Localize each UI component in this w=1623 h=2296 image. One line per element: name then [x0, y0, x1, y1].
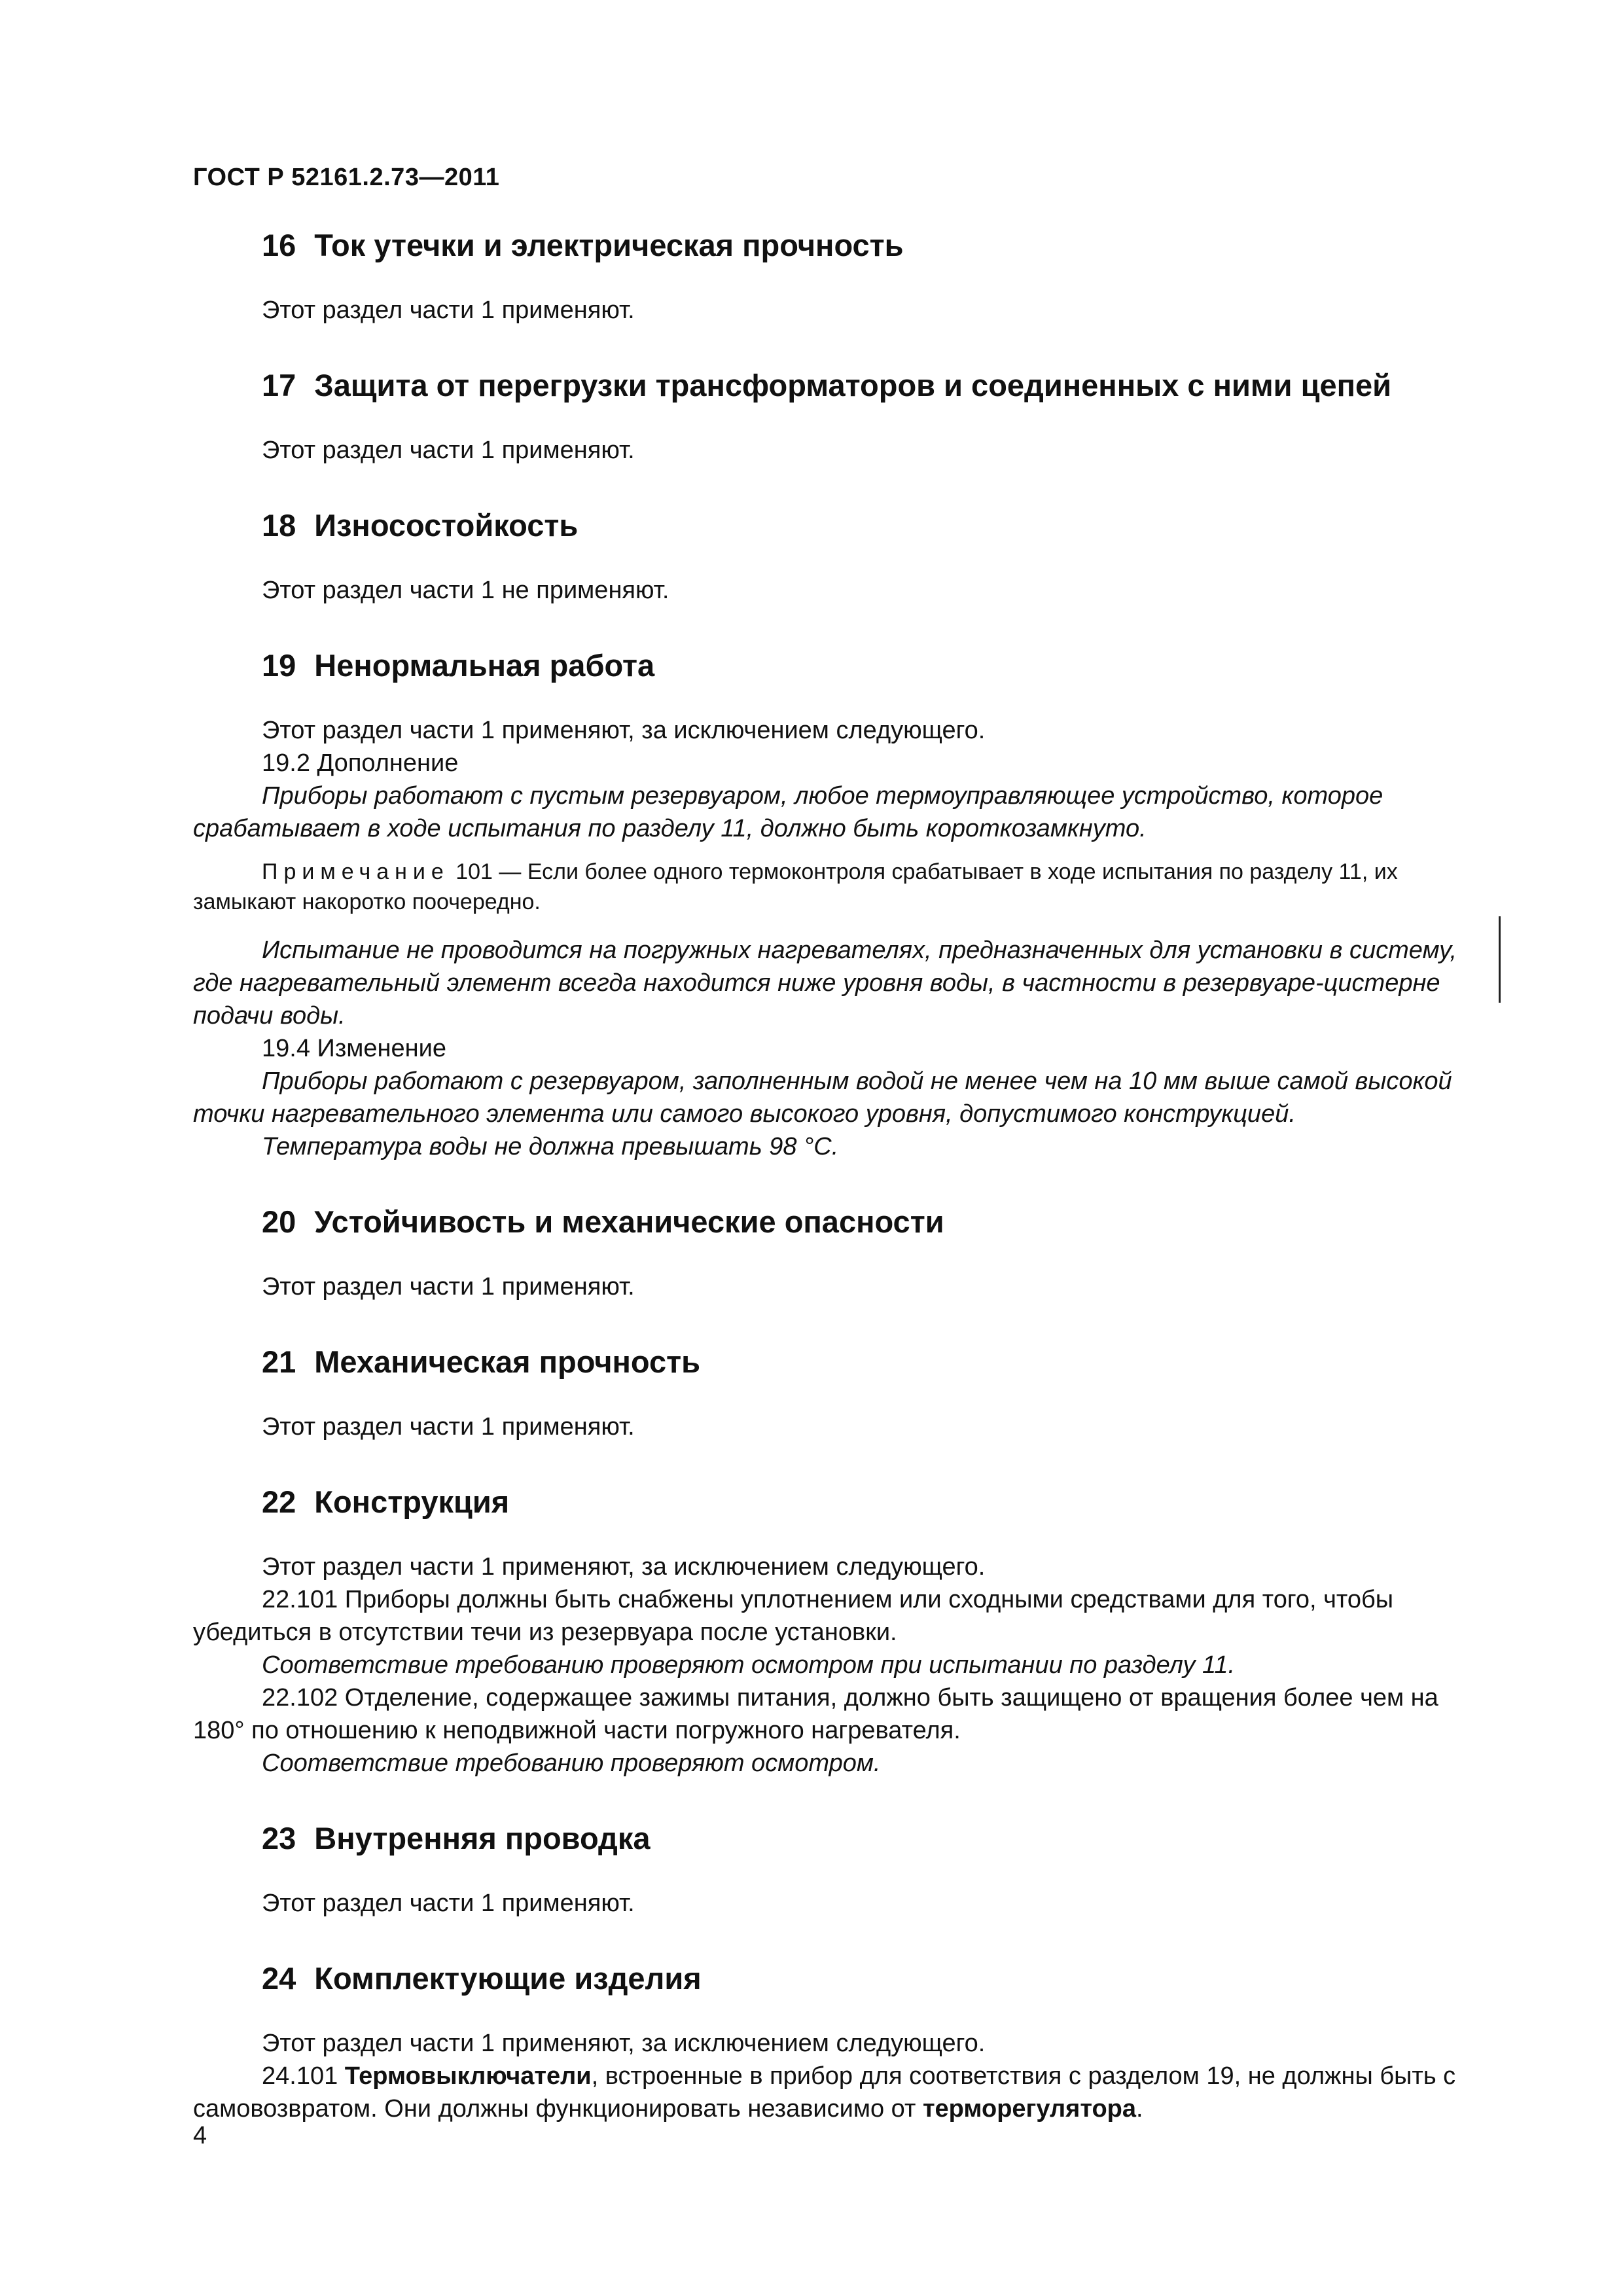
section-24-intro: Этот раздел части 1 применяют, за исключением следующего.	[262, 2030, 986, 2057]
section-number: 20	[262, 1204, 296, 1239]
document-id: ГОСТ Р 52161.2.73—2011	[193, 164, 500, 191]
section-23-text: Этот раздел части 1 применяют.	[262, 1890, 635, 1917]
change-bar	[1499, 916, 1501, 1003]
section-title: Конструкция	[314, 1484, 510, 1519]
section-21-text: Этот раздел части 1 применяют.	[262, 1413, 635, 1441]
section-title: Внутренняя проводка	[314, 1821, 651, 1856]
section-number: 22	[262, 1484, 296, 1519]
clause-22-101: 22.101 Приборы должны быть снабжены уплотнением или сходными средствами для того, чтобы убедиться в отсутствии течи из резервуара после установки.	[193, 1586, 1394, 1646]
section-title: Ток утечки и электрическая прочность	[314, 228, 904, 262]
section-title: Механическая прочность	[314, 1344, 701, 1379]
section-title: Устойчивость и механические опасности	[314, 1204, 944, 1239]
clause-number: 24.101	[262, 2062, 345, 2090]
section-16-heading	[193, 226, 1495, 265]
term-thermal-cutout: Термовыключатели	[344, 2062, 592, 2090]
section-24-heading	[193, 1959, 1495, 1998]
section-22-heading	[193, 1482, 1495, 1522]
section-title: Ненормальная работа	[314, 648, 655, 683]
section-19-intro: Этот раздел части 1 применяют, за исключением следующего.	[262, 717, 986, 744]
page-number: 4	[193, 2122, 207, 2149]
clause-22-101-check: Соответствие требованию проверяют осмотром при испытании по разделу 11.	[262, 1651, 1236, 1679]
clause-22-102-check: Соответствие требованию проверяют осмотром.	[262, 1749, 881, 1777]
section-23-heading	[193, 1819, 1495, 1858]
clause-19-4-label: 19.4 Изменение	[262, 1035, 446, 1062]
term-thermostat: терморегулятора	[922, 2095, 1136, 2123]
section-number: 24	[262, 1961, 296, 1996]
section-number: 19	[262, 648, 296, 683]
section-number: 17	[262, 368, 296, 403]
section-title: Защита от перегрузки трансформаторов и соединенных с ними цепей	[314, 368, 1392, 403]
section-19-heading	[193, 646, 1495, 685]
document-body	[193, 226, 1495, 2125]
section-21-heading	[193, 1342, 1495, 1382]
note-text: 101 — Если более одного термоконтроля срабатывает в ходе испытания по разделу 11, их замыкают накоротко поочередно.	[193, 859, 1398, 914]
section-20-text: Этот раздел части 1 применяют.	[262, 1273, 635, 1300]
section-16-text: Этот раздел части 1 применяют.	[262, 296, 635, 324]
section-number: 16	[262, 228, 296, 262]
section-20-heading	[193, 1202, 1495, 1242]
section-title: Комплектующие изделия	[314, 1961, 702, 1996]
note-101	[193, 857, 1495, 917]
clause-19-2-text-2: Испытание не проводится на погружных нагревателях, предназначенных для установки в систему, где нагревательный элемент всегда находится ниже уровня воды, в частности в резервуаре-цистерне подачи воды.	[193, 937, 1457, 1030]
clause-end: .	[1136, 2095, 1143, 2123]
section-18-heading	[193, 506, 1495, 545]
section-22-intro: Этот раздел части 1 применяют, за исключением следующего.	[262, 1553, 986, 1581]
note-label: Примечание	[262, 859, 450, 884]
section-number: 23	[262, 1821, 296, 1856]
clause-text: , встроенные в прибор для соответствия с разделом 19, не должны быть с самовозвратом. Они должны функционировать независимо от	[193, 2062, 1456, 2123]
section-number: 18	[262, 508, 296, 543]
clause-19-4-text: Приборы работают с резервуаром, заполненным водой не менее чем на 10 мм выше самой высокой точки нагревательного элемента или самого высокого уровня, допустимого конструкцией.	[193, 1067, 1452, 1128]
section-18-text: Этот раздел части 1 не применяют.	[262, 577, 669, 604]
section-number: 21	[262, 1344, 296, 1379]
clause-19-2-label: 19.2 Дополнение	[262, 749, 459, 777]
clause-19-2-text: Приборы работают с пустым резервуаром, любое термоуправляющее устройство, которое срабатывает в ходе испытания по разделу 11, должно быть короткозамкнуто.	[193, 782, 1383, 842]
section-17-text: Этот раздел части 1 применяют.	[262, 437, 635, 464]
clause-19-4-text-2: Температура воды не должна превышать 98 °С.	[262, 1133, 839, 1160]
section-17-heading	[193, 366, 1495, 405]
clause-24-101	[193, 2060, 1495, 2125]
section-title: Износостойкость	[314, 508, 579, 543]
clause-22-102: 22.102 Отделение, содержащее зажимы питания, должно быть защищено от вращения более чем на 180° по отношению к неподвижной части погружного нагревателя.	[193, 1684, 1438, 1744]
